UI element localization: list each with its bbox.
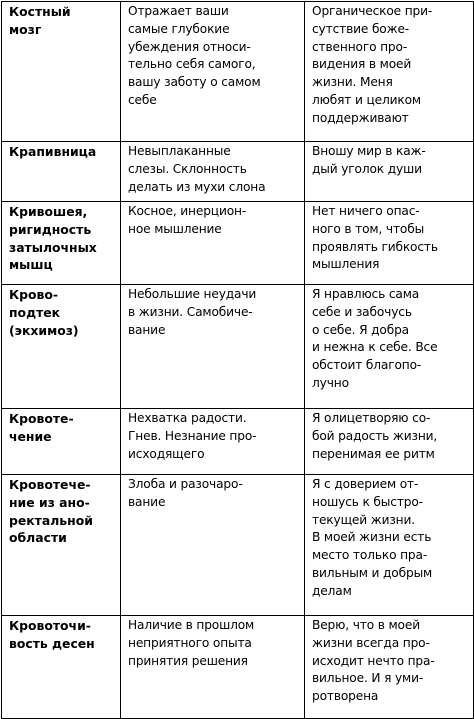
condition-name: Крапивница — [2, 142, 121, 202]
affirmation-text: Я олицетворяю со- бой радость жизни, перенимая ее ритм — [305, 409, 474, 475]
cause-text: Косное, инерцион- ное мышление — [121, 202, 305, 285]
cause-text: Наличие в прошлом неприятного опыта принятия решения — [121, 616, 305, 719]
condition-table — [1, 1, 474, 719]
table-row — [2, 475, 474, 616]
affirmation-text: Вношу мир в каж- дый уголок души — [305, 142, 474, 202]
affirmation-text: Верю, что в моей жизни всегда про- исходит нечто пра- вильное. И я уми- ротворена — [305, 616, 474, 719]
table-row — [2, 285, 474, 409]
affirmation-text: Органическое при- сутствие боже- ственного про- видения в моей жизни. Меня любят и целиком поддерживают — [305, 2, 474, 142]
cause-text: Отражает ваши самые глубокие убеждения относи- тельно себя самого, вашу заботу о самом себе — [121, 2, 305, 142]
affirmation-text: Я нравлюсь сама себе и забочусь о себе. Я добра и нежна к себе. Все обстоит благопо- лучно — [305, 285, 474, 409]
affirmation-text: Я с доверием от- ношусь к быстро- текущей жизни. В моей жизни есть место только пра- вильным и добрым делам — [305, 475, 474, 616]
table-row — [2, 2, 474, 142]
affirmation-text: Нет ничего опас- ного в том, чтобы проявлять гибкость мышления — [305, 202, 474, 285]
table-row — [2, 409, 474, 475]
table-row — [2, 202, 474, 285]
condition-name: Кровотече- ние из ано- ректальной области — [2, 475, 121, 616]
condition-name: Крово- подтек (экхимоз) — [2, 285, 121, 409]
condition-name: Кровоточи- вость десен — [2, 616, 121, 719]
cause-text: Невыплаканные слезы. Склонность делать из мухи слона — [121, 142, 305, 202]
cause-text: Небольшие неудачи в жизни. Самобиче- вание — [121, 285, 305, 409]
table-row — [2, 616, 474, 719]
cause-text: Злоба и разочаро- вание — [121, 475, 305, 616]
condition-name: Кривошея, ригидность затылочных мышц — [2, 202, 121, 285]
cause-text: Нехватка радости. Гнев. Незнание про- исходящего — [121, 409, 305, 475]
condition-name: Костный мозг — [2, 2, 121, 142]
table-row — [2, 142, 474, 202]
condition-name: Кровоте- чение — [2, 409, 121, 475]
